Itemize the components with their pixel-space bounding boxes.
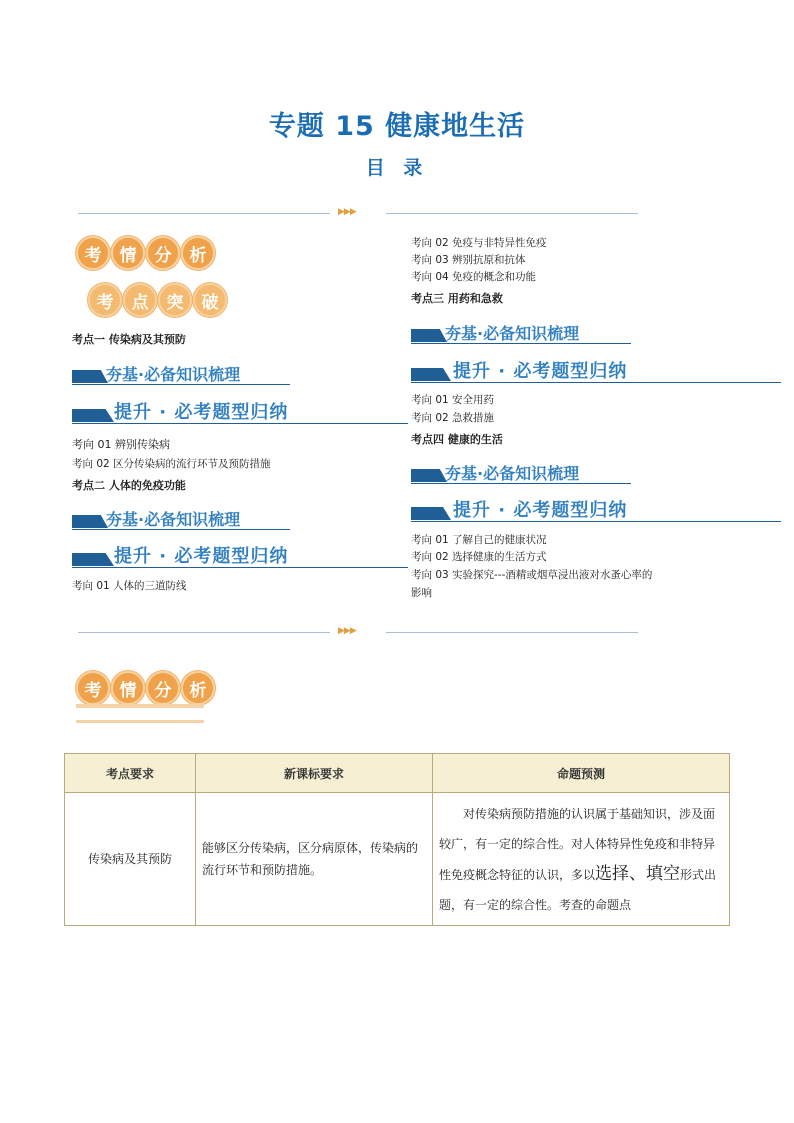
- divider-left: [78, 632, 330, 633]
- column-header: 考点要求: [65, 754, 196, 793]
- badge-underline: [76, 704, 204, 723]
- forecast-text: 对传染病预防措施的认识属于基础知识，涉及面较广，有一定的综合性。对人体特异性免疫和非特异性免疫概念特征的认识，多以: [439, 806, 716, 882]
- toc-item[interactable]: 考向 01 安全用药: [411, 394, 495, 406]
- banner-label: 提升 · 必考题型归纳: [114, 402, 289, 423]
- toc-item[interactable]: 影响: [411, 587, 432, 599]
- banner-tab-icon: [72, 515, 108, 528]
- badge-char: 破: [193, 283, 227, 317]
- banner-tab-icon: [411, 507, 451, 520]
- banner-tab-icon: [411, 469, 447, 482]
- page-title: 专题 15 健康地生活: [268, 111, 526, 142]
- badge-char: 分: [146, 671, 180, 705]
- divider-right: [386, 632, 638, 633]
- toc-item[interactable]: 考向 02 急救措施: [411, 412, 495, 424]
- requirements-table: [64, 753, 730, 926]
- banner-label: 夯基·必备知识梳理: [445, 464, 580, 483]
- badge-char: 考: [76, 671, 110, 705]
- badge-char: 点: [123, 283, 157, 317]
- toc-point-1[interactable]: 考点一 传染病及其预防: [72, 333, 186, 346]
- toc-item[interactable]: 考向 01 人体的三道防线: [72, 580, 187, 592]
- forecast-text: 填空: [646, 863, 681, 884]
- forecast-text: 选择: [595, 863, 630, 884]
- cell-forecast: [433, 793, 730, 926]
- banner-questions[interactable]: [411, 361, 781, 383]
- banner-label: 提升 · 必考题型归纳: [114, 546, 289, 567]
- toc-point-3[interactable]: 考点三 用药和急救: [411, 292, 503, 305]
- badge-char: 情: [111, 671, 145, 705]
- banner-knowledge[interactable]: [411, 462, 631, 484]
- toc-item[interactable]: 考向 03 辨别抗原和抗体: [411, 254, 526, 266]
- divider-right: [386, 213, 638, 214]
- arrow-decor-icon: ▶▶▶: [338, 626, 356, 636]
- toc-item[interactable]: 考向 04 免疫的概念和功能: [411, 271, 537, 283]
- toc-item[interactable]: 考向 01 辨别传染病: [72, 438, 170, 451]
- toc-heading: 目 录: [365, 157, 429, 179]
- banner-tab-icon: [411, 329, 447, 342]
- arrow-decor-icon: ▶▶▶: [338, 207, 356, 217]
- banner-label: 夯基·必备知识梳理: [445, 324, 580, 343]
- toc-item[interactable]: 考向 02 选择健康的生活方式: [411, 551, 547, 563]
- table-row: [65, 793, 730, 926]
- cell-point: 传染病及其预防: [65, 793, 196, 926]
- toc-item[interactable]: 考向 02 免疫与非特异性免疫: [411, 237, 547, 249]
- banner-questions[interactable]: [411, 500, 781, 522]
- banner-tab-icon: [72, 370, 108, 383]
- toc-item[interactable]: 考向 02 区分传染病的流行环节及预防措施: [72, 458, 271, 470]
- column-header: 命题预测: [433, 754, 730, 793]
- divider-left: [78, 213, 330, 214]
- banner-questions[interactable]: [72, 546, 408, 568]
- badge-char: 析: [181, 671, 215, 705]
- banner-label: 提升 · 必考题型归纳: [453, 500, 628, 521]
- toc-item[interactable]: 考向 01 了解自己的健康状况: [411, 534, 547, 546]
- banner-knowledge[interactable]: [411, 322, 631, 344]
- cell-standard: 能够区分传染病，区分病原体，传染病的流行环节和预防措施。: [196, 793, 433, 926]
- banner-label: 夯基·必备知识梳理: [106, 365, 241, 384]
- badge-char: 情: [111, 236, 145, 270]
- toc-item[interactable]: 考向 03 实验探究---酒精或烟草浸出液对水蚤心率的: [411, 569, 653, 581]
- badge-char: 析: [181, 236, 215, 270]
- toc-point-2[interactable]: 考点二 人体的免疫功能: [72, 479, 186, 492]
- banner-knowledge[interactable]: [72, 508, 290, 530]
- banner-tab-icon: [411, 368, 451, 381]
- column-header: 新课标要求: [196, 754, 433, 793]
- badge-kaodian: [88, 283, 227, 317]
- banner-tab-icon: [72, 553, 114, 566]
- toc-point-4[interactable]: 考点四 健康的生活: [411, 433, 503, 446]
- badge-char: 分: [146, 236, 180, 270]
- forecast-text: 、: [629, 863, 647, 884]
- table-header-row: [65, 754, 730, 793]
- banner-label: 提升 · 必考题型归纳: [453, 361, 628, 382]
- badge-char: 突: [158, 283, 192, 317]
- banner-knowledge[interactable]: [72, 363, 290, 385]
- banner-tab-icon: [72, 409, 114, 422]
- banner-label: 夯基·必备知识梳理: [106, 510, 241, 529]
- banner-questions[interactable]: [72, 402, 408, 424]
- forecast-text: 形式出题，有一定的综合性。考查的命题点: [439, 867, 717, 912]
- section-badge-kaoqing: [76, 671, 215, 705]
- badge-char: 考: [76, 236, 110, 270]
- badge-kaoqing: [76, 236, 215, 270]
- badge-char: 考: [88, 283, 122, 317]
